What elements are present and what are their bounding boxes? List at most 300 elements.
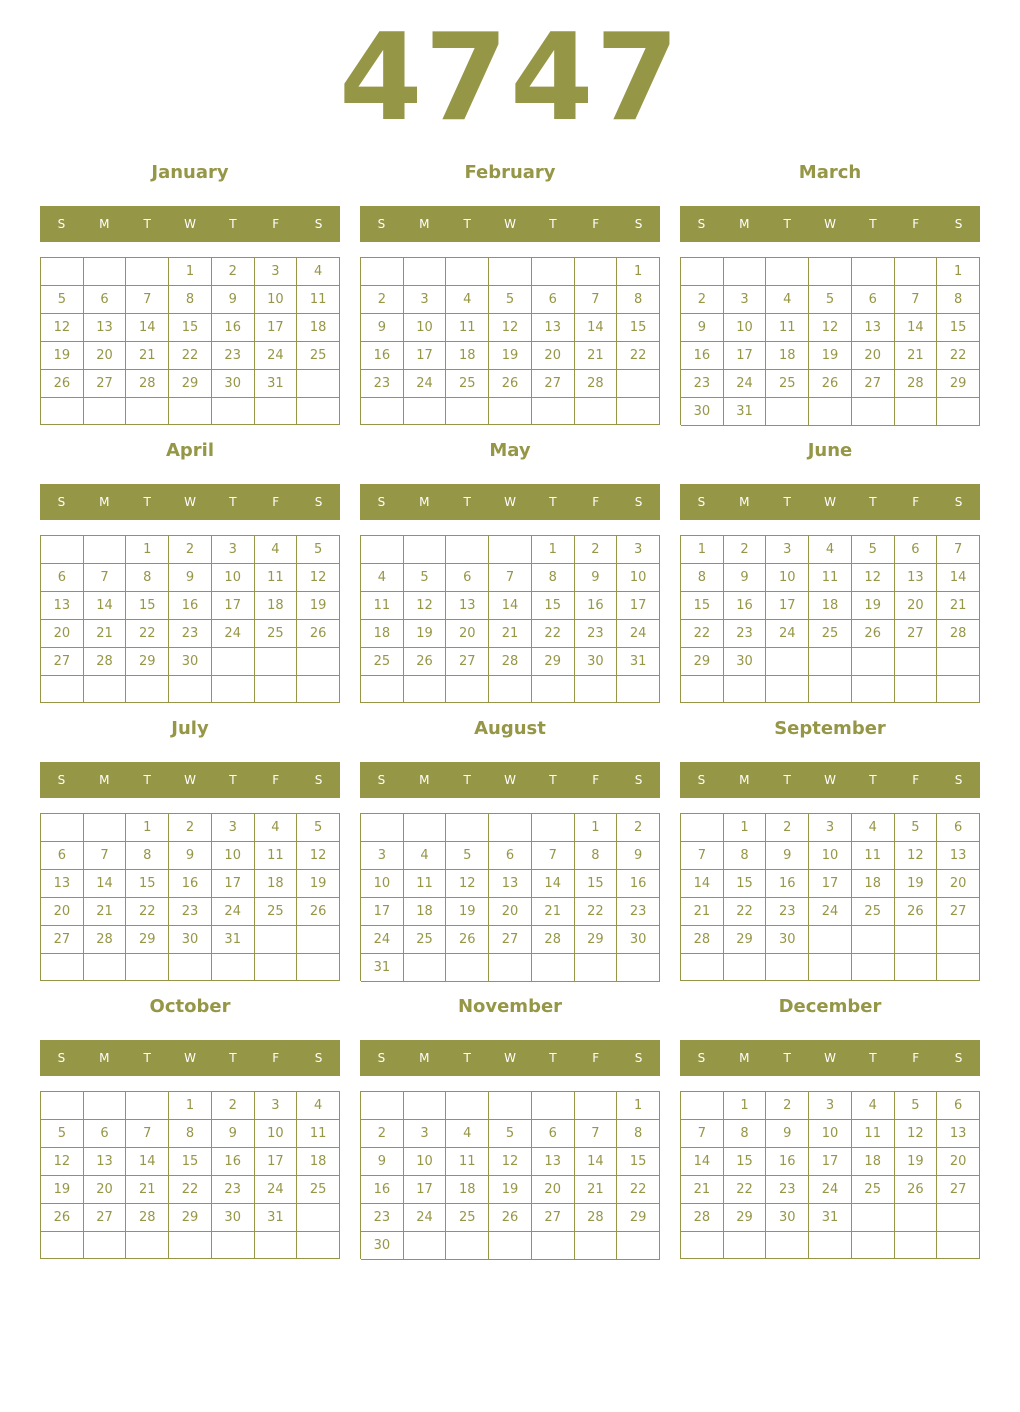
day-cell: 17 bbox=[361, 898, 404, 926]
day-cell: 4 bbox=[852, 814, 895, 842]
day-cell: 8 bbox=[681, 564, 724, 592]
day-cell: 29 bbox=[937, 370, 980, 398]
day-cell: 2 bbox=[681, 286, 724, 314]
empty-day-cell bbox=[446, 814, 489, 842]
empty-day-cell bbox=[532, 398, 575, 425]
day-cell: 18 bbox=[766, 342, 809, 370]
weekday-header bbox=[360, 1040, 660, 1076]
weekday-label: T bbox=[549, 495, 557, 509]
day-cell: 2 bbox=[169, 536, 212, 564]
day-cell: 9 bbox=[681, 314, 724, 342]
day-cell: 1 bbox=[617, 258, 660, 286]
weekday-label: T bbox=[783, 217, 791, 231]
day-cell: 14 bbox=[681, 1148, 724, 1176]
empty-day-cell bbox=[681, 1092, 724, 1120]
day-cell: 17 bbox=[404, 342, 447, 370]
day-cell: 3 bbox=[255, 258, 298, 286]
day-cell: 29 bbox=[681, 648, 724, 676]
day-cell: 12 bbox=[297, 842, 340, 870]
day-cell: 11 bbox=[852, 1120, 895, 1148]
day-cell: 20 bbox=[937, 1148, 980, 1176]
empty-day-cell bbox=[937, 398, 980, 426]
day-cell: 6 bbox=[532, 286, 575, 314]
empty-day-cell bbox=[681, 814, 724, 842]
day-cell: 7 bbox=[681, 1120, 724, 1148]
day-cell: 28 bbox=[575, 370, 618, 398]
day-cell: 7 bbox=[489, 564, 532, 592]
empty-day-cell bbox=[575, 676, 618, 703]
day-cell: 5 bbox=[41, 286, 84, 314]
empty-day-cell bbox=[852, 926, 895, 954]
day-cell: 14 bbox=[532, 870, 575, 898]
month-name: August bbox=[474, 718, 546, 739]
day-cell: 9 bbox=[361, 314, 404, 342]
day-cell: 12 bbox=[809, 314, 852, 342]
day-cell: 4 bbox=[404, 842, 447, 870]
weekday-label: S bbox=[314, 217, 323, 231]
day-cell: 8 bbox=[617, 1120, 660, 1148]
empty-day-cell bbox=[361, 536, 404, 564]
day-cell: 17 bbox=[617, 592, 660, 620]
empty-day-cell bbox=[617, 398, 660, 425]
day-cell: 5 bbox=[489, 286, 532, 314]
day-cell: 13 bbox=[84, 1148, 127, 1176]
day-cell: 12 bbox=[41, 1148, 84, 1176]
empty-day-cell bbox=[766, 398, 809, 426]
day-cell: 9 bbox=[575, 564, 618, 592]
day-cell: 23 bbox=[617, 898, 660, 926]
day-cell: 20 bbox=[84, 1176, 127, 1204]
day-cell: 27 bbox=[937, 898, 980, 926]
day-cell: 10 bbox=[724, 314, 767, 342]
day-cell: 2 bbox=[617, 814, 660, 842]
empty-day-cell bbox=[446, 1092, 489, 1120]
empty-day-cell bbox=[852, 398, 895, 426]
day-cell: 29 bbox=[169, 370, 212, 398]
day-cell: 30 bbox=[617, 926, 660, 954]
day-cell: 20 bbox=[446, 620, 489, 648]
day-cell: 8 bbox=[169, 286, 212, 314]
day-grid bbox=[40, 257, 340, 425]
empty-day-cell bbox=[809, 1232, 852, 1259]
day-cell: 20 bbox=[852, 342, 895, 370]
day-cell: 10 bbox=[361, 870, 404, 898]
day-cell: 8 bbox=[937, 286, 980, 314]
day-cell: 7 bbox=[532, 842, 575, 870]
day-cell: 20 bbox=[41, 620, 84, 648]
weekday-label: T bbox=[143, 217, 151, 231]
day-cell: 10 bbox=[212, 842, 255, 870]
empty-day-cell bbox=[489, 814, 532, 842]
day-cell: 25 bbox=[255, 620, 298, 648]
empty-day-cell bbox=[126, 1092, 169, 1120]
day-cell: 13 bbox=[41, 870, 84, 898]
day-cell: 23 bbox=[169, 620, 212, 648]
empty-day-cell bbox=[297, 1204, 340, 1232]
day-cell: 23 bbox=[169, 898, 212, 926]
day-cell: 14 bbox=[126, 314, 169, 342]
empty-day-cell bbox=[255, 648, 298, 676]
day-cell: 21 bbox=[84, 620, 127, 648]
day-cell: 5 bbox=[297, 814, 340, 842]
weekday-header bbox=[680, 206, 980, 242]
day-cell: 12 bbox=[489, 314, 532, 342]
weekday-label: F bbox=[592, 1051, 600, 1065]
day-cell: 19 bbox=[895, 1148, 938, 1176]
day-grid bbox=[40, 813, 340, 981]
day-cell: 24 bbox=[809, 898, 852, 926]
month-name: January bbox=[151, 162, 229, 183]
empty-day-cell bbox=[617, 370, 660, 398]
day-cell: 30 bbox=[169, 648, 212, 676]
day-cell: 15 bbox=[617, 1148, 660, 1176]
empty-day-cell bbox=[84, 398, 127, 425]
weekday-header bbox=[360, 762, 660, 798]
day-cell: 16 bbox=[169, 870, 212, 898]
empty-day-cell bbox=[404, 814, 447, 842]
weekday-label: M bbox=[739, 1051, 750, 1065]
day-cell: 18 bbox=[809, 592, 852, 620]
empty-day-cell bbox=[41, 676, 84, 703]
day-cell: 14 bbox=[575, 314, 618, 342]
day-cell: 6 bbox=[489, 842, 532, 870]
day-cell: 15 bbox=[126, 592, 169, 620]
empty-day-cell bbox=[617, 1232, 660, 1260]
day-cell: 6 bbox=[532, 1120, 575, 1148]
empty-day-cell bbox=[895, 954, 938, 981]
day-cell: 9 bbox=[617, 842, 660, 870]
day-cell: 11 bbox=[766, 314, 809, 342]
empty-day-cell bbox=[489, 398, 532, 425]
day-cell: 18 bbox=[255, 870, 298, 898]
empty-day-cell bbox=[575, 398, 618, 425]
day-cell: 2 bbox=[361, 286, 404, 314]
month-name: October bbox=[149, 996, 231, 1017]
empty-day-cell bbox=[489, 258, 532, 286]
day-cell: 10 bbox=[809, 1120, 852, 1148]
day-cell: 20 bbox=[41, 898, 84, 926]
weekday-label: W bbox=[824, 1051, 836, 1065]
day-cell: 27 bbox=[489, 926, 532, 954]
weekday-label: T bbox=[549, 1051, 557, 1065]
day-cell: 11 bbox=[297, 286, 340, 314]
day-cell: 10 bbox=[212, 564, 255, 592]
day-cell: 15 bbox=[169, 314, 212, 342]
day-cell: 3 bbox=[617, 536, 660, 564]
empty-day-cell bbox=[937, 1204, 980, 1232]
weekday-label: T bbox=[783, 495, 791, 509]
day-cell: 28 bbox=[532, 926, 575, 954]
day-cell: 18 bbox=[404, 898, 447, 926]
day-grid bbox=[360, 257, 660, 425]
weekday-label: S bbox=[377, 495, 386, 509]
day-cell: 22 bbox=[617, 1176, 660, 1204]
day-cell: 23 bbox=[766, 898, 809, 926]
weekday-label: F bbox=[592, 773, 600, 787]
weekday-label: S bbox=[954, 1051, 963, 1065]
weekday-label: T bbox=[229, 217, 237, 231]
day-cell: 16 bbox=[361, 342, 404, 370]
day-cell: 5 bbox=[297, 536, 340, 564]
day-cell: 13 bbox=[532, 1148, 575, 1176]
day-cell: 1 bbox=[724, 1092, 767, 1120]
weekday-label: M bbox=[419, 1051, 430, 1065]
day-cell: 26 bbox=[446, 926, 489, 954]
day-cell: 30 bbox=[575, 648, 618, 676]
weekday-label: T bbox=[869, 773, 877, 787]
day-cell: 11 bbox=[404, 870, 447, 898]
empty-day-cell bbox=[724, 1232, 767, 1259]
day-cell: 27 bbox=[41, 648, 84, 676]
day-cell: 7 bbox=[575, 286, 618, 314]
day-cell: 25 bbox=[255, 898, 298, 926]
empty-day-cell bbox=[404, 258, 447, 286]
day-cell: 9 bbox=[212, 1120, 255, 1148]
empty-day-cell bbox=[84, 1092, 127, 1120]
day-cell: 13 bbox=[937, 1120, 980, 1148]
day-cell: 18 bbox=[446, 1176, 489, 1204]
day-cell: 12 bbox=[895, 842, 938, 870]
day-cell: 29 bbox=[724, 1204, 767, 1232]
empty-day-cell bbox=[84, 814, 127, 842]
day-cell: 16 bbox=[575, 592, 618, 620]
day-grid bbox=[360, 535, 660, 703]
weekday-label: S bbox=[697, 773, 706, 787]
day-cell: 23 bbox=[681, 370, 724, 398]
day-cell: 6 bbox=[895, 536, 938, 564]
empty-day-cell bbox=[297, 1232, 340, 1259]
weekday-label: S bbox=[954, 773, 963, 787]
day-cell: 3 bbox=[361, 842, 404, 870]
day-cell: 14 bbox=[937, 564, 980, 592]
weekday-label: W bbox=[824, 495, 836, 509]
day-cell: 5 bbox=[852, 536, 895, 564]
day-cell: 26 bbox=[895, 1176, 938, 1204]
day-cell: 2 bbox=[212, 1092, 255, 1120]
day-cell: 9 bbox=[212, 286, 255, 314]
day-cell: 22 bbox=[126, 898, 169, 926]
day-cell: 27 bbox=[895, 620, 938, 648]
day-cell: 15 bbox=[126, 870, 169, 898]
day-cell: 12 bbox=[41, 314, 84, 342]
day-cell: 24 bbox=[255, 1176, 298, 1204]
day-cell: 25 bbox=[361, 648, 404, 676]
empty-day-cell bbox=[852, 954, 895, 981]
empty-day-cell bbox=[169, 398, 212, 425]
day-cell: 28 bbox=[126, 370, 169, 398]
empty-day-cell bbox=[41, 258, 84, 286]
day-cell: 4 bbox=[809, 536, 852, 564]
day-cell: 9 bbox=[766, 1120, 809, 1148]
day-cell: 5 bbox=[809, 286, 852, 314]
empty-day-cell bbox=[766, 648, 809, 676]
day-cell: 21 bbox=[126, 342, 169, 370]
day-cell: 11 bbox=[255, 564, 298, 592]
weekday-label: M bbox=[739, 217, 750, 231]
empty-day-cell bbox=[489, 1232, 532, 1260]
day-cell: 9 bbox=[169, 564, 212, 592]
day-cell: 22 bbox=[617, 342, 660, 370]
weekday-label: T bbox=[869, 495, 877, 509]
day-cell: 12 bbox=[446, 870, 489, 898]
day-cell: 19 bbox=[404, 620, 447, 648]
day-cell: 17 bbox=[766, 592, 809, 620]
empty-day-cell bbox=[41, 1092, 84, 1120]
empty-day-cell bbox=[404, 676, 447, 703]
empty-day-cell bbox=[361, 398, 404, 425]
day-cell: 25 bbox=[809, 620, 852, 648]
day-cell: 31 bbox=[617, 648, 660, 676]
day-cell: 7 bbox=[126, 286, 169, 314]
day-cell: 17 bbox=[724, 342, 767, 370]
day-cell: 2 bbox=[212, 258, 255, 286]
empty-day-cell bbox=[895, 258, 938, 286]
day-cell: 18 bbox=[255, 592, 298, 620]
empty-day-cell bbox=[404, 1232, 447, 1260]
day-cell: 1 bbox=[937, 258, 980, 286]
day-cell: 4 bbox=[446, 286, 489, 314]
weekday-label: T bbox=[869, 1051, 877, 1065]
day-cell: 18 bbox=[297, 1148, 340, 1176]
empty-day-cell bbox=[126, 954, 169, 981]
day-cell: 15 bbox=[575, 870, 618, 898]
day-cell: 4 bbox=[297, 1092, 340, 1120]
empty-day-cell bbox=[404, 536, 447, 564]
day-cell: 22 bbox=[169, 342, 212, 370]
empty-day-cell bbox=[489, 954, 532, 982]
day-cell: 3 bbox=[766, 536, 809, 564]
empty-day-cell bbox=[297, 398, 340, 425]
weekday-label: T bbox=[463, 773, 471, 787]
empty-day-cell bbox=[809, 398, 852, 426]
day-cell: 2 bbox=[724, 536, 767, 564]
empty-day-cell bbox=[724, 676, 767, 703]
day-cell: 22 bbox=[681, 620, 724, 648]
day-cell: 7 bbox=[937, 536, 980, 564]
month-name: February bbox=[464, 162, 556, 183]
day-cell: 17 bbox=[809, 1148, 852, 1176]
day-cell: 28 bbox=[84, 926, 127, 954]
day-cell: 27 bbox=[937, 1176, 980, 1204]
day-cell: 17 bbox=[212, 870, 255, 898]
day-cell: 29 bbox=[575, 926, 618, 954]
empty-day-cell bbox=[489, 676, 532, 703]
weekday-label: F bbox=[272, 217, 280, 231]
empty-day-cell bbox=[446, 1232, 489, 1260]
day-cell: 24 bbox=[212, 898, 255, 926]
day-cell: 28 bbox=[489, 648, 532, 676]
empty-day-cell bbox=[361, 1092, 404, 1120]
weekday-label: F bbox=[592, 495, 600, 509]
empty-day-cell bbox=[255, 676, 298, 703]
day-cell: 13 bbox=[84, 314, 127, 342]
day-cell: 15 bbox=[169, 1148, 212, 1176]
empty-day-cell bbox=[809, 258, 852, 286]
day-cell: 2 bbox=[575, 536, 618, 564]
empty-day-cell bbox=[532, 954, 575, 982]
day-cell: 25 bbox=[446, 370, 489, 398]
year-title: 4747 bbox=[339, 9, 681, 148]
day-cell: 19 bbox=[895, 870, 938, 898]
day-cell: 19 bbox=[297, 592, 340, 620]
empty-day-cell bbox=[126, 258, 169, 286]
weekday-label: M bbox=[419, 495, 430, 509]
empty-day-cell bbox=[617, 954, 660, 982]
weekday-label: S bbox=[954, 495, 963, 509]
day-cell: 26 bbox=[41, 370, 84, 398]
day-cell: 20 bbox=[895, 592, 938, 620]
month-name: June bbox=[807, 440, 853, 461]
empty-day-cell bbox=[766, 676, 809, 703]
day-cell: 14 bbox=[126, 1148, 169, 1176]
empty-day-cell bbox=[126, 676, 169, 703]
day-cell: 12 bbox=[297, 564, 340, 592]
day-cell: 6 bbox=[41, 842, 84, 870]
empty-day-cell bbox=[724, 258, 767, 286]
empty-day-cell bbox=[766, 954, 809, 981]
empty-day-cell bbox=[446, 398, 489, 425]
day-cell: 19 bbox=[297, 870, 340, 898]
day-cell: 31 bbox=[255, 370, 298, 398]
day-cell: 8 bbox=[532, 564, 575, 592]
day-cell: 25 bbox=[766, 370, 809, 398]
day-cell: 25 bbox=[852, 898, 895, 926]
day-cell: 1 bbox=[126, 814, 169, 842]
empty-day-cell bbox=[126, 1232, 169, 1259]
day-cell: 13 bbox=[937, 842, 980, 870]
day-cell: 6 bbox=[852, 286, 895, 314]
day-cell: 6 bbox=[41, 564, 84, 592]
day-cell: 25 bbox=[297, 342, 340, 370]
day-cell: 10 bbox=[255, 1120, 298, 1148]
empty-day-cell bbox=[255, 954, 298, 981]
empty-day-cell bbox=[681, 258, 724, 286]
day-grid bbox=[40, 535, 340, 703]
weekday-label: W bbox=[504, 773, 516, 787]
month-name: May bbox=[489, 440, 531, 461]
day-cell: 7 bbox=[84, 842, 127, 870]
day-cell: 14 bbox=[84, 592, 127, 620]
empty-day-cell bbox=[255, 398, 298, 425]
empty-day-cell bbox=[532, 676, 575, 703]
empty-day-cell bbox=[937, 676, 980, 703]
day-cell: 8 bbox=[126, 564, 169, 592]
day-cell: 9 bbox=[169, 842, 212, 870]
day-cell: 14 bbox=[681, 870, 724, 898]
day-cell: 5 bbox=[895, 1092, 938, 1120]
empty-day-cell bbox=[532, 814, 575, 842]
weekday-label: S bbox=[57, 217, 66, 231]
day-cell: 24 bbox=[404, 1204, 447, 1232]
day-cell: 15 bbox=[681, 592, 724, 620]
empty-day-cell bbox=[212, 648, 255, 676]
empty-day-cell bbox=[297, 926, 340, 954]
day-cell: 3 bbox=[809, 814, 852, 842]
weekday-header bbox=[40, 1040, 340, 1076]
weekday-label: S bbox=[377, 773, 386, 787]
weekday-label: F bbox=[592, 217, 600, 231]
day-cell: 26 bbox=[809, 370, 852, 398]
day-cell: 31 bbox=[809, 1204, 852, 1232]
day-cell: 13 bbox=[489, 870, 532, 898]
weekday-header bbox=[40, 762, 340, 798]
empty-day-cell bbox=[575, 1232, 618, 1260]
empty-day-cell bbox=[41, 398, 84, 425]
day-cell: 27 bbox=[84, 370, 127, 398]
day-cell: 27 bbox=[532, 370, 575, 398]
day-cell: 16 bbox=[169, 592, 212, 620]
day-cell: 11 bbox=[446, 314, 489, 342]
